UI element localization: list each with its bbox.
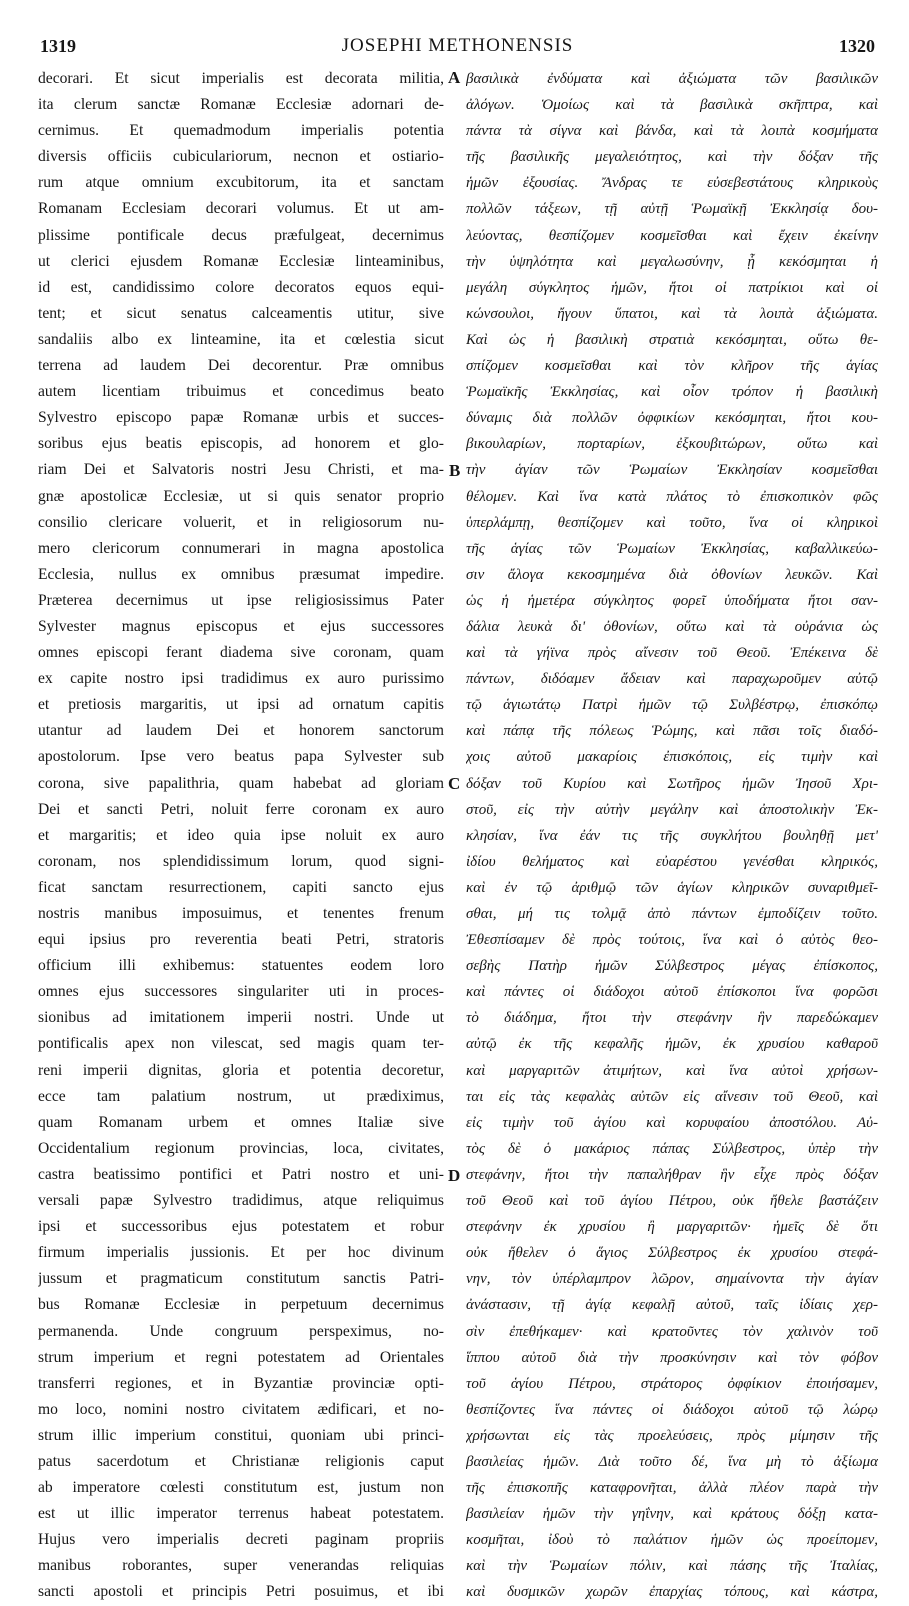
greek-text-line: Καὶ ὡς ἡ βασιλικὴ στρατιὰ κεκόσμηται, οὕτω θε- (466, 331, 878, 348)
latin-text-line: corona, sive papalithria, quam habebat ad gloriam (38, 774, 444, 792)
latin-text-line: apostolorum. Ipse vero beatus papa Sylvester sub (38, 748, 444, 766)
greek-text-line: βικουλαρίων, πορταρίων, ἐξκουβιτώρων, οὕτω καὶ (466, 436, 878, 453)
latin-text-line: versali papæ Sylvestro tradidimus, atque reliquimus (38, 1192, 444, 1210)
greek-text-line: ὑπερλάμπῃ, θεσπίζομεν καὶ τοῦτο, ἵνα οἱ κληρικοὶ (466, 514, 878, 531)
greek-text-line: τοῦ Θεοῦ καὶ τοῦ ἁγίου Πέτρου, οὐκ ἤθελε βαστάζειν (466, 1193, 878, 1210)
running-title: JOSEPHI METHONENSIS (341, 35, 574, 56)
greek-text-line: σεβὴς Πατὴρ ἡμῶν Σύλβεστρος μέγας ἐπίσκοπος, (466, 958, 878, 975)
latin-text-line: autem licentiam tribuimus et concedimus beato (38, 383, 444, 401)
latin-text-line: firmum imperialis jussionis. Et per hoc divinum (38, 1244, 444, 1262)
greek-text-line: σὶν ἐπεθήκαμεν· καὶ κρατοῦντες τὸν χαλινὸν τοῦ (466, 1323, 878, 1340)
greek-text-line: τὸ διάδημα, ἤτοι τὴν στεφάνην ἣν παρεδώκαμεν (466, 1010, 878, 1027)
latin-text-line: riam Dei et Salvatoris nostri Jesu Christi, et ma- (38, 461, 444, 479)
section-marker-c: C (448, 774, 461, 793)
greek-column (466, 66, 878, 1606)
greek-text-line: τῆς ἁγίας τῶν Ῥωμαίων Ἐκκλησίας, καβαλλικεύω- (466, 540, 878, 557)
greek-text-line: ἰδίου θελήματος καὶ εὐαρέστου γενέσθαι κληρικός, (466, 853, 878, 870)
latin-text-line: patus sacerdotum et Christianæ religionis caput (38, 1452, 444, 1470)
latin-text-line: permanenda. Unde congruum perspeximus, no- (38, 1322, 444, 1340)
greek-text-line: βασιλείας ἡμῶν. Διὰ τοῦτο δέ, ἵνα μὴ τὸ ἀξίωμα (466, 1453, 878, 1470)
greek-text-line: πολλῶν τάξεων, τῇ αὐτῇ Ῥωμαϊκῇ Ἐκκλησίᾳ δου- (466, 201, 878, 218)
latin-text-line: ab imperatore cœlesti constitutum est, justum non (38, 1479, 444, 1497)
latin-text-line: terrena ad laudem Dei decorentur. Præ omnibus (38, 357, 444, 375)
latin-text-line: omnes episcopi ferant diadema sive coronam, quam (38, 644, 444, 662)
greek-text-line: ἡμῶν ἐξουσίας. Ἄνδρας τε εὐσεβεστάτους κληρικοὺς (466, 175, 878, 192)
page-number-right: 1320 (839, 36, 875, 56)
latin-text-line: Hujus vero imperialis decreti paginam propriis (38, 1531, 444, 1549)
greek-text-line: πάντα τὰ σίγνα καὶ βάνδα, καὶ τὰ λοιπὰ κοσμήματα (466, 123, 878, 140)
greek-text-line: στεφάνην ἐκ χρυσίου ἢ μαργαριτῶν· ἡμεῖς δὲ ὅτι (466, 1219, 878, 1236)
latin-text-line: ipsi et successoribus ejus potestatem et robur (38, 1218, 444, 1236)
greek-text-line: ἀνάστασιν, τῇ ἁγίᾳ κεφαλῇ αὐτοῦ, ταῖς ἰδίαις χερ- (466, 1297, 878, 1314)
greek-text-line: καὶ τὰ γήϊνα πρὸς αἴνεσιν τοῦ Θεοῦ. Ἐπέκεινα δὲ (466, 645, 878, 662)
latin-text-line: transferri regiones, et in Byzantiæ provinciæ opti- (38, 1374, 444, 1392)
greek-text-line: τὴν ὑψηλότητα καὶ μεγαλωσύνην, ᾗ κεκόσμηται ἡ (466, 253, 878, 270)
latin-text-line: officium illi exhibemus: statuentes eodem loro (38, 957, 444, 975)
latin-text-line: sancti apostoli et principis Petri posuimus, et ibi (38, 1583, 444, 1601)
latin-text-line: sandaliis albo ex linteamine, ita et cœlestia sicut (38, 330, 444, 348)
latin-text-line: Sylvestro episcopo papæ Romanæ urbis et succes- (38, 409, 444, 427)
latin-text-line: strum illic imperium constitui, quoniam ubi princi- (38, 1426, 444, 1444)
greek-text-line: θεσπίζοντες ἵνα πάντες οἱ διάδοχοι αὐτοῦ τῷ λώρῳ (466, 1401, 878, 1418)
greek-text-line: δόξαν τοῦ Κυρίου καὶ Σωτῆρος ἡμῶν Ἰησοῦ Χρι- (466, 775, 878, 792)
latin-text-line: plissime pontificale decus præfulgeat, decernimus (38, 226, 444, 244)
greek-text-line: τῆς βασιλικῆς μεγαλειότητος, καὶ τὴν δόξαν τῆς (466, 149, 878, 166)
latin-text-line: Sylvester magnus episcopus et ejus successores (38, 617, 444, 635)
latin-text-line: et pretiosis margaritis, ut ipsi ad ornatum capitis (38, 696, 444, 714)
latin-text-line: utantur ad laudem Dei et honorem sanctorum (38, 722, 444, 740)
latin-text-line: soribus ejus beatis episcopis, ad honorem et glo- (38, 435, 444, 453)
greek-text-line: καὶ πάντες οἱ διάδοχοι αὐτοῦ ἐπίσκοποι ἵνα φορῶσι (466, 984, 878, 1001)
latin-text-line: strum imperium et regni potestatem ad Orientales (38, 1348, 444, 1366)
greek-text-line: Ῥωμαϊκῆς Ἐκκλησίας, καὶ οἷον τρόπον ἡ βασιλικὴ (466, 384, 878, 401)
latin-text-line: ecce tam palatium nostrum, ut prædiximus, (38, 1087, 444, 1105)
latin-text-line: rum atque omnium excubitorum, ita et sanctam (38, 174, 444, 192)
greek-text-line: ὡς ἡ ἡμετέρα σύγκλητος φορεῖ ὑποδήματα ἤτοι σαν- (466, 592, 878, 609)
greek-text-line: αὐτῷ ἐκ τῆς κεφαλῆς ἡμῶν, ἐκ χρυσίου καθαροῦ (466, 1036, 878, 1053)
latin-text-line: jussum et pragmaticum constitutum sanctis Patri- (38, 1270, 444, 1288)
greek-text-line: μεγάλη σύγκλητος ἡμῶν, ἤτοι οἱ πατρίκιοι καὶ οἱ (466, 279, 878, 296)
latin-text-line: Romanam Ecclesiam decorari volumus. Et ut am- (38, 200, 444, 218)
greek-text-line: οὐκ ἤθελεν ὁ ἅγιος Σύλβεστρος ἐκ χρυσίου στεφά- (466, 1245, 878, 1262)
greek-text-line: νην, τὸν ὑπέρλαμπρον λῶρον, σημαίνοντα τὴν ἁγίαν (466, 1271, 878, 1288)
greek-text-line: καὶ ἐν τῷ ἀριθμῷ τῶν ἁγίων κληρικῶν συναριθμεῖ- (466, 879, 878, 896)
latin-text-line: manibus roborantes, super venerandas reliquias (38, 1557, 444, 1575)
greek-text-line: τῆς ἐπισκοπῆς καταφρονῆται, ἀλλὰ πλέον παρὰ τὴν (466, 1480, 878, 1497)
section-marker-a: A (448, 68, 461, 87)
greek-text-line: πάντων, διδόαμεν ἄδειαν καὶ παραχωροῦμεν αὐτῷ (466, 671, 878, 688)
latin-text-line: reni imperii dignitas, gloria et potentia decoretur, (38, 1061, 444, 1079)
page-number-left: 1319 (40, 36, 76, 56)
latin-text-line: consilio clericare voluerit, et in religiosorum nu- (38, 513, 444, 531)
greek-text-line: εἰς τιμὴν τοῦ ἁγίου καὶ κορυφαίου ἀποστόλου. Αὐ- (466, 1114, 878, 1131)
greek-text-line: τὴν ἁγίαν τῶν Ῥωμαίων Ἐκκλησίαν κοσμεῖσθαι (466, 462, 878, 479)
latin-text-line: cernimus. Et quemadmodum imperialis potentia (38, 122, 444, 140)
latin-column (38, 66, 444, 1606)
latin-text-line: castra beatissimo pontifici et Patri nostro et uni- (38, 1165, 444, 1183)
latin-text-line: id est, candidissimo colore decoratos equos equi- (38, 278, 444, 296)
latin-text-line: ex capite nostro ipsi tradidimus ex auro purissimo (38, 670, 444, 688)
latin-text-line: ita clerum sanctæ Romanæ Ecclesiæ adornari de- (38, 96, 444, 114)
greek-text-line: καὶ μαργαριτῶν ἀτιμήτων, καὶ ἵνα αὐτοὶ χρήσων- (466, 1062, 878, 1079)
greek-text-line: δύναμις διὰ πολλῶν ὀφφικίων κεκόσμηται, ἤτοι κου- (466, 410, 878, 427)
greek-text-line: Ἐθεσπίσαμεν δὲ πρὸς τούτοις, ἵνα καὶ ὁ αὐτὸς θεο- (466, 932, 878, 949)
greek-text-line: τὸς δὲ ὁ μακάριος πάπας Σύλβεστρος, ὑπὲρ τὴν (466, 1140, 878, 1157)
latin-text-line: coronam, nos splendidissimum lorum, quod signi- (38, 852, 444, 870)
greek-text-line: καὶ δυσμικῶν χωρῶν ἐπαρχίας τόπους, καὶ κάστρα, (466, 1584, 878, 1601)
latin-text-line: mo loco, nomini nostro civitatem ædificari, et no- (38, 1400, 444, 1418)
greek-text-line: καὶ τὴν Ῥωμαίων πόλιν, καὶ πάσης τῆς Ἰταλίας, (466, 1558, 878, 1575)
greek-text-line: βασιλείαν ἡμῶν τὴν γηΐνην, καὶ κράτους δόξῃ κατα- (466, 1506, 878, 1523)
greek-text-line: κώνσουλοι, ἤγουν ὕπατοι, καὶ τὰ λοιπὰ ἀξιώματα. (466, 305, 878, 322)
greek-text-line: ται εἰς τὰς κεφαλὰς αὐτῶν εἰς αἴνεσιν τοῦ Θεοῦ, καὶ (466, 1088, 878, 1105)
latin-text-line: diversis officiis cubiculariorum, necnon et ostiario- (38, 148, 444, 166)
latin-text-line: ficat sanctam resurrectionem, capiti sancto ejus (38, 878, 444, 896)
greek-text-line: κοσμῆται, ἰδοὺ τὸ παλάτιον ἡμῶν ὡς προείπομεν, (466, 1532, 878, 1549)
latin-text-line: pontificalis apex non vilescat, sed magis quam ter- (38, 1035, 444, 1053)
latin-text-line: Ecclesia, nullus ex omnibus præsumat impedire. (38, 565, 444, 583)
latin-text-line: decorari. Et sicut imperialis est decorata militia, (38, 70, 444, 87)
latin-text-line: tent; et sicut senatus calceamentis utitur, sive (38, 304, 444, 322)
latin-text-line: ut clerici ejusdem Romanæ Ecclesiæ linteaminibus, (38, 252, 444, 270)
latin-text-line: sionibus ad imitationem imperii nostri. Unde ut (38, 1009, 444, 1027)
latin-text-line: Præterea decernimus ut ipse religiosissimus Pater (38, 591, 444, 609)
latin-text-line: Occidentalium regionum provincias, loca, civitates, (38, 1139, 444, 1157)
latin-text-line: equi ipsius pro reverentia beati Petri, stratoris (38, 931, 444, 949)
latin-text-line: quam Romanam urbem et omnes Italiæ sive (38, 1113, 444, 1131)
latin-text-line: gnæ apostolicæ Ecclesiæ, ut si quis senator proprio (38, 487, 444, 505)
latin-text-line: Dei et sancti Petri, noluit ferre coronam ex auro (38, 800, 444, 818)
greek-text-line: κλησίαν, ἵνα ἐάν τις τῆς συγκλήτου βουληθῇ μετ' (466, 827, 878, 844)
greek-text-line: ἀλόγων. Ὁμοίως καὶ τὰ βασιλικὰ σκῆπτρα, καὶ (466, 97, 878, 114)
greek-text-line: στεφάνην, ἤτοι τὴν παπαλήθραν ἣν εἶχε πρὸς δόξαν (466, 1166, 878, 1183)
section-marker-b: B (449, 461, 461, 480)
latin-text-line: et margaritis; et ideo quia ipse noluit ex auro (38, 826, 444, 844)
greek-text-line: τοῦ ἁγίου Πέτρου, στράτορος ὀφφίκιον ἐποιήσαμεν, (466, 1375, 878, 1392)
greek-text-line: βασιλικὰ ἐνδύματα καὶ ἀξιώματα τῶν βασιλικῶν (466, 71, 878, 87)
greek-text-line: στοῦ, εἰς τὴν αὐτὴν μεγάλην καὶ ἀποστολικὴν Ἐκ- (466, 801, 878, 818)
greek-text-line: δάλια λευκὰ δι' ὀθονίων, οὕτω καὶ τὰ οὐράνια ὡς (466, 618, 878, 635)
greek-text-line: σθαι, μή τις τολμᾷ ἀπὸ πάντων ἐμποδίζειν τοῦτο. (466, 906, 878, 922)
section-marker-d: D (448, 1166, 461, 1185)
greek-text-line: τῷ ἁγιωτάτῳ Πατρὶ ἡμῶν τῷ Συλβέστρῳ, ἐπισκόπῳ (466, 697, 878, 714)
page-header (40, 28, 875, 64)
greek-text-line: χοις αὐτοῦ μακαρίοις ἐπισκόποις, εἰς τιμὴν καὶ (466, 749, 878, 766)
latin-text-line: nostris manibus imposuimus, et tenentes frenum (38, 905, 444, 922)
latin-text-line: omnes ejus successores singulariter uti in proces- (38, 983, 444, 1001)
greek-text-line: σπίζομεν κοσμεῖσθαι καὶ τὸν κλῆρον τῆς ἁγίας (466, 358, 878, 375)
latin-text-line: est ut illic imperator terrenus habeat potestatem. (38, 1505, 444, 1523)
greek-text-line: χρήσωνται εἰς τὰς προελεύσεις, πρὸς μίμησιν τῆς (466, 1427, 878, 1444)
greek-text-line: καὶ πάπᾳ τῆς πόλεως Ῥώμης, καὶ πᾶσι τοῖς διαδό- (466, 723, 878, 740)
greek-text-line: σιν ἄλογα κεκοσμημένα διὰ ὀθονίων λευκῶν. Καὶ (466, 566, 878, 583)
greek-text-line: λεύοντας, θεσπίζομεν κοσμεῖσθαι καὶ ἔχειν ἐκείνην (466, 227, 878, 244)
greek-text-line: θέλομεν. Καὶ ἵνα κατὰ πλάτος τὸ ἐπισκοπικὸν φῶς (466, 488, 878, 505)
latin-text-line: bus Romanæ Ecclesiæ in perpetuum decernimus (38, 1296, 444, 1314)
latin-text-line: mero clericorum connumerari in magna apostolica (38, 539, 444, 557)
greek-text-line: ἵππου αὐτοῦ διὰ τὴν προσκύνησιν καὶ τὸν φόβον (466, 1349, 878, 1366)
